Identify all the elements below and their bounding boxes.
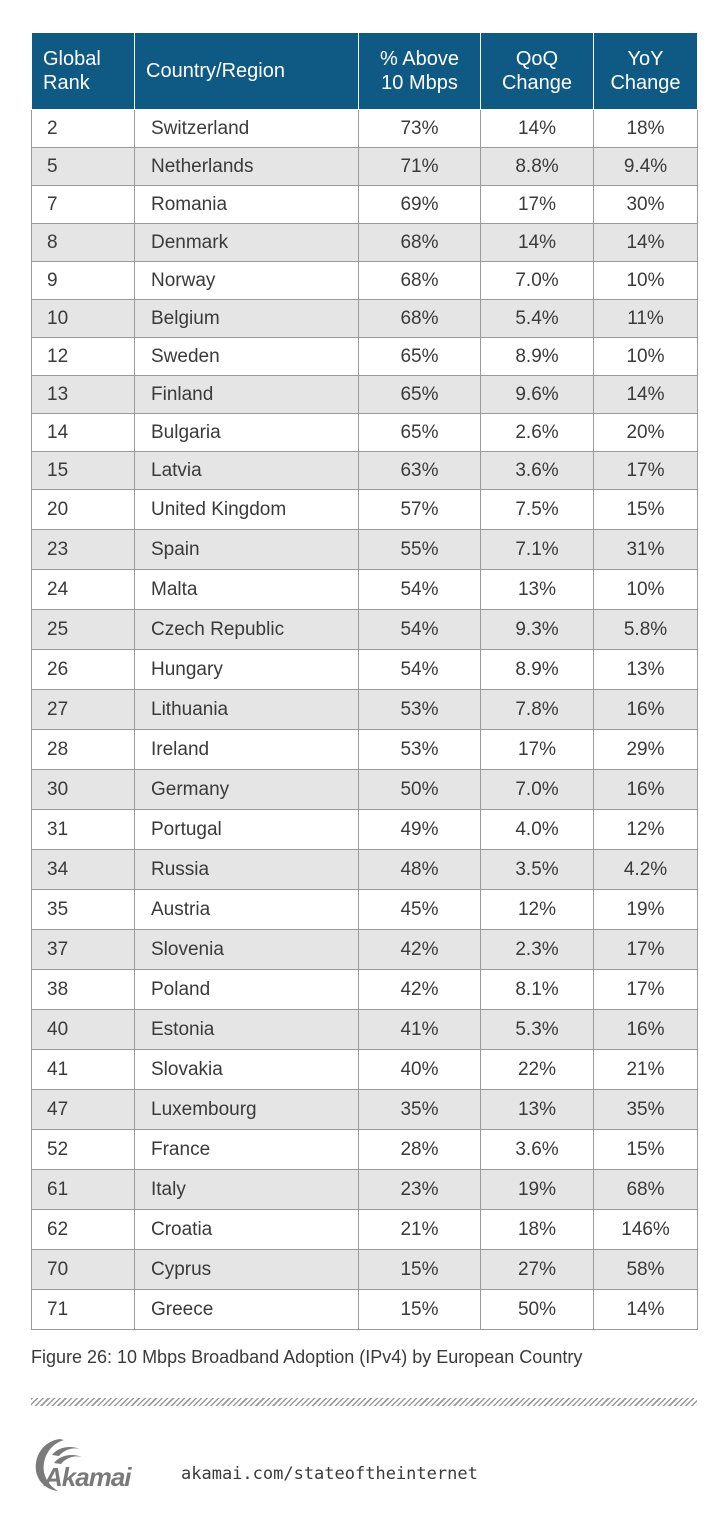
cell-yoy: 31% xyxy=(594,530,698,570)
column-header-line2: 10 Mbps xyxy=(381,72,458,94)
cell-rank: 35 xyxy=(32,890,135,930)
cell-yoy: 10% xyxy=(594,570,698,610)
cell-yoy: 14% xyxy=(594,1290,698,1330)
cell-rank: 26 xyxy=(32,650,135,690)
cell-yoy: 15% xyxy=(594,1130,698,1170)
cell-pct_above: 68% xyxy=(359,262,481,300)
cell-country: Italy xyxy=(135,1170,359,1210)
cell-pct_above: 42% xyxy=(359,930,481,970)
table-row xyxy=(32,690,698,730)
table-row xyxy=(32,970,698,1010)
table-row xyxy=(32,890,698,930)
column-header-line1: Country/Region xyxy=(146,60,285,82)
cell-pct_above: 23% xyxy=(359,1170,481,1210)
cell-rank: 12 xyxy=(32,338,135,376)
cell-country: Netherlands xyxy=(135,148,359,186)
table-row xyxy=(32,414,698,452)
cell-qoq: 7.8% xyxy=(481,690,594,730)
cell-qoq: 7.0% xyxy=(481,770,594,810)
cell-yoy: 17% xyxy=(594,930,698,970)
cell-qoq: 9.6% xyxy=(481,376,594,414)
table-row xyxy=(32,490,698,530)
cell-rank: 13 xyxy=(32,376,135,414)
table-row xyxy=(32,1170,698,1210)
cell-qoq: 3.5% xyxy=(481,850,594,890)
cell-yoy: 14% xyxy=(594,224,698,262)
column-header-line2: Change xyxy=(610,72,681,94)
cell-yoy: 4.2% xyxy=(594,850,698,890)
cell-pct_above: 50% xyxy=(359,770,481,810)
cell-qoq: 8.9% xyxy=(481,338,594,376)
cell-rank: 41 xyxy=(32,1050,135,1090)
cell-rank: 7 xyxy=(32,186,135,224)
cell-rank: 28 xyxy=(32,730,135,770)
cell-yoy: 20% xyxy=(594,414,698,452)
cell-rank: 23 xyxy=(32,530,135,570)
cell-qoq: 19% xyxy=(481,1170,594,1210)
cell-rank: 2 xyxy=(32,110,135,148)
cell-rank: 8 xyxy=(32,224,135,262)
column-header-line1: QoQ xyxy=(515,48,559,70)
cell-pct_above: 49% xyxy=(359,810,481,850)
cell-yoy: 18% xyxy=(594,110,698,148)
cell-qoq: 13% xyxy=(481,570,594,610)
table-row xyxy=(32,530,698,570)
cell-qoq: 12% xyxy=(481,890,594,930)
cell-pct_above: 73% xyxy=(359,110,481,148)
cell-rank: 61 xyxy=(32,1170,135,1210)
cell-rank: 62 xyxy=(32,1210,135,1250)
cell-qoq: 5.3% xyxy=(481,1010,594,1050)
cell-pct_above: 41% xyxy=(359,1010,481,1050)
cell-yoy: 16% xyxy=(594,690,698,730)
cell-yoy: 146% xyxy=(594,1210,698,1250)
cell-pct_above: 54% xyxy=(359,650,481,690)
column-header-line1: % Above xyxy=(380,48,459,70)
table-row xyxy=(32,1130,698,1170)
table-row xyxy=(32,224,698,262)
cell-country: Finland xyxy=(135,376,359,414)
cell-rank: 14 xyxy=(32,414,135,452)
cell-qoq: 7.0% xyxy=(481,262,594,300)
cell-pct_above: 65% xyxy=(359,338,481,376)
cell-qoq: 27% xyxy=(481,1250,594,1290)
data-table xyxy=(31,32,698,1330)
table-row xyxy=(32,1090,698,1130)
cell-yoy: 58% xyxy=(594,1250,698,1290)
cell-yoy: 16% xyxy=(594,1010,698,1050)
table-row xyxy=(32,376,698,414)
cell-yoy: 5.8% xyxy=(594,610,698,650)
cell-country: Lithuania xyxy=(135,690,359,730)
table-row xyxy=(32,300,698,338)
cell-country: Cyprus xyxy=(135,1250,359,1290)
cell-pct_above: 54% xyxy=(359,570,481,610)
cell-country: Spain xyxy=(135,530,359,570)
cell-country: Poland xyxy=(135,970,359,1010)
cell-pct_above: 15% xyxy=(359,1250,481,1290)
cell-rank: 10 xyxy=(32,300,135,338)
cell-rank: 47 xyxy=(32,1090,135,1130)
cell-yoy: 12% xyxy=(594,810,698,850)
column-header-pct_above xyxy=(359,33,481,110)
cell-qoq: 8.1% xyxy=(481,970,594,1010)
cell-country: United Kingdom xyxy=(135,490,359,530)
cell-country: Slovenia xyxy=(135,930,359,970)
table-row xyxy=(32,338,698,376)
cell-yoy: 16% xyxy=(594,770,698,810)
cell-country: Norway xyxy=(135,262,359,300)
cell-pct_above: 57% xyxy=(359,490,481,530)
table-row xyxy=(32,930,698,970)
cell-yoy: 10% xyxy=(594,262,698,300)
cell-country: Austria xyxy=(135,890,359,930)
cell-yoy: 10% xyxy=(594,338,698,376)
cell-pct_above: 35% xyxy=(359,1090,481,1130)
cell-rank: 52 xyxy=(32,1130,135,1170)
cell-pct_above: 65% xyxy=(359,376,481,414)
cell-rank: 25 xyxy=(32,610,135,650)
cell-yoy: 15% xyxy=(594,490,698,530)
table-row xyxy=(32,850,698,890)
cell-yoy: 29% xyxy=(594,730,698,770)
table-row xyxy=(32,186,698,224)
table-row xyxy=(32,650,698,690)
cell-rank: 71 xyxy=(32,1290,135,1330)
cell-pct_above: 21% xyxy=(359,1210,481,1250)
column-header-line2: Rank xyxy=(43,72,90,94)
cell-yoy: 17% xyxy=(594,452,698,490)
column-header-country xyxy=(135,33,359,110)
cell-country: Germany xyxy=(135,770,359,810)
cell-pct_above: 42% xyxy=(359,970,481,1010)
cell-yoy: 11% xyxy=(594,300,698,338)
cell-qoq: 13% xyxy=(481,1090,594,1130)
cell-yoy: 14% xyxy=(594,376,698,414)
cell-country: Romania xyxy=(135,186,359,224)
cell-country: Bulgaria xyxy=(135,414,359,452)
cell-country: Portugal xyxy=(135,810,359,850)
cell-qoq: 7.5% xyxy=(481,490,594,530)
cell-rank: 37 xyxy=(32,930,135,970)
cell-country: Greece xyxy=(135,1290,359,1330)
cell-pct_above: 55% xyxy=(359,530,481,570)
column-header-line1: YoY xyxy=(627,48,664,70)
cell-rank: 20 xyxy=(32,490,135,530)
cell-qoq: 3.6% xyxy=(481,1130,594,1170)
cell-pct_above: 53% xyxy=(359,690,481,730)
cell-qoq: 50% xyxy=(481,1290,594,1330)
column-header-rank xyxy=(32,33,135,110)
cell-pct_above: 63% xyxy=(359,452,481,490)
cell-rank: 70 xyxy=(32,1250,135,1290)
cell-country: Luxembourg xyxy=(135,1090,359,1130)
cell-rank: 27 xyxy=(32,690,135,730)
cell-rank: 31 xyxy=(32,810,135,850)
akamai-logo-text: Akamai xyxy=(44,1462,131,1492)
cell-pct_above: 45% xyxy=(359,890,481,930)
cell-yoy: 9.4% xyxy=(594,148,698,186)
cell-pct_above: 15% xyxy=(359,1290,481,1330)
cell-pct_above: 71% xyxy=(359,148,481,186)
cell-country: Estonia xyxy=(135,1010,359,1050)
cell-country: Slovakia xyxy=(135,1050,359,1090)
cell-pct_above: 68% xyxy=(359,300,481,338)
cell-rank: 34 xyxy=(32,850,135,890)
table-row xyxy=(32,262,698,300)
cell-pct_above: 65% xyxy=(359,414,481,452)
cell-yoy: 35% xyxy=(594,1090,698,1130)
cell-country: Sweden xyxy=(135,338,359,376)
cell-rank: 15 xyxy=(32,452,135,490)
cell-qoq: 17% xyxy=(481,186,594,224)
cell-pct_above: 53% xyxy=(359,730,481,770)
cell-qoq: 3.6% xyxy=(481,452,594,490)
cell-pct_above: 68% xyxy=(359,224,481,262)
cell-qoq: 22% xyxy=(481,1050,594,1090)
cell-qoq: 4.0% xyxy=(481,810,594,850)
cell-country: Belgium xyxy=(135,300,359,338)
table-row xyxy=(32,1050,698,1090)
column-header-line1: Global xyxy=(43,48,101,70)
column-header-qoq xyxy=(481,33,594,110)
table-row xyxy=(32,452,698,490)
cell-country: Denmark xyxy=(135,224,359,262)
cell-yoy: 17% xyxy=(594,970,698,1010)
column-header-yoy xyxy=(594,33,698,110)
cell-rank: 5 xyxy=(32,148,135,186)
table-row xyxy=(32,570,698,610)
table-row xyxy=(32,1250,698,1290)
cell-country: Czech Republic xyxy=(135,610,359,650)
cell-country: Croatia xyxy=(135,1210,359,1250)
table-row xyxy=(32,1290,698,1330)
cell-yoy: 68% xyxy=(594,1170,698,1210)
figure-caption: Figure 26: 10 Mbps Broadband Adoption (IPv4) by European Country xyxy=(31,1347,583,1367)
cell-qoq: 7.1% xyxy=(481,530,594,570)
cell-qoq: 9.3% xyxy=(481,610,594,650)
cell-rank: 38 xyxy=(32,970,135,1010)
cell-country: Hungary xyxy=(135,650,359,690)
cell-qoq: 18% xyxy=(481,1210,594,1250)
table-row xyxy=(32,610,698,650)
cell-qoq: 2.6% xyxy=(481,414,594,452)
table-row xyxy=(32,1010,698,1050)
cell-rank: 30 xyxy=(32,770,135,810)
cell-country: Malta xyxy=(135,570,359,610)
cell-country: Switzerland xyxy=(135,110,359,148)
table-row xyxy=(32,770,698,810)
cell-yoy: 21% xyxy=(594,1050,698,1090)
cell-qoq: 8.9% xyxy=(481,650,594,690)
cell-qoq: 5.4% xyxy=(481,300,594,338)
cell-rank: 9 xyxy=(32,262,135,300)
cell-country: France xyxy=(135,1130,359,1170)
cell-country: Ireland xyxy=(135,730,359,770)
column-header-line2: Change xyxy=(501,72,573,94)
cell-country: Latvia xyxy=(135,452,359,490)
cell-country: Russia xyxy=(135,850,359,890)
cell-pct_above: 28% xyxy=(359,1130,481,1170)
hatched-divider xyxy=(31,1398,697,1406)
cell-qoq: 14% xyxy=(481,224,594,262)
cell-pct_above: 48% xyxy=(359,850,481,890)
table-row xyxy=(32,110,698,148)
cell-qoq: 8.8% xyxy=(481,148,594,186)
table-row xyxy=(32,810,698,850)
table-header-row xyxy=(32,33,698,110)
cell-yoy: 30% xyxy=(594,186,698,224)
footer-url: akamai.com/stateoftheinternet xyxy=(181,1464,478,1484)
table-row xyxy=(32,1210,698,1250)
cell-pct_above: 69% xyxy=(359,186,481,224)
cell-qoq: 2.3% xyxy=(481,930,594,970)
cell-qoq: 17% xyxy=(481,730,594,770)
table-row xyxy=(32,148,698,186)
cell-rank: 24 xyxy=(32,570,135,610)
cell-pct_above: 40% xyxy=(359,1050,481,1090)
cell-rank: 40 xyxy=(32,1010,135,1050)
cell-pct_above: 54% xyxy=(359,610,481,650)
table-row xyxy=(32,730,698,770)
cell-qoq: 14% xyxy=(481,110,594,148)
cell-yoy: 13% xyxy=(594,650,698,690)
cell-yoy: 19% xyxy=(594,890,698,930)
